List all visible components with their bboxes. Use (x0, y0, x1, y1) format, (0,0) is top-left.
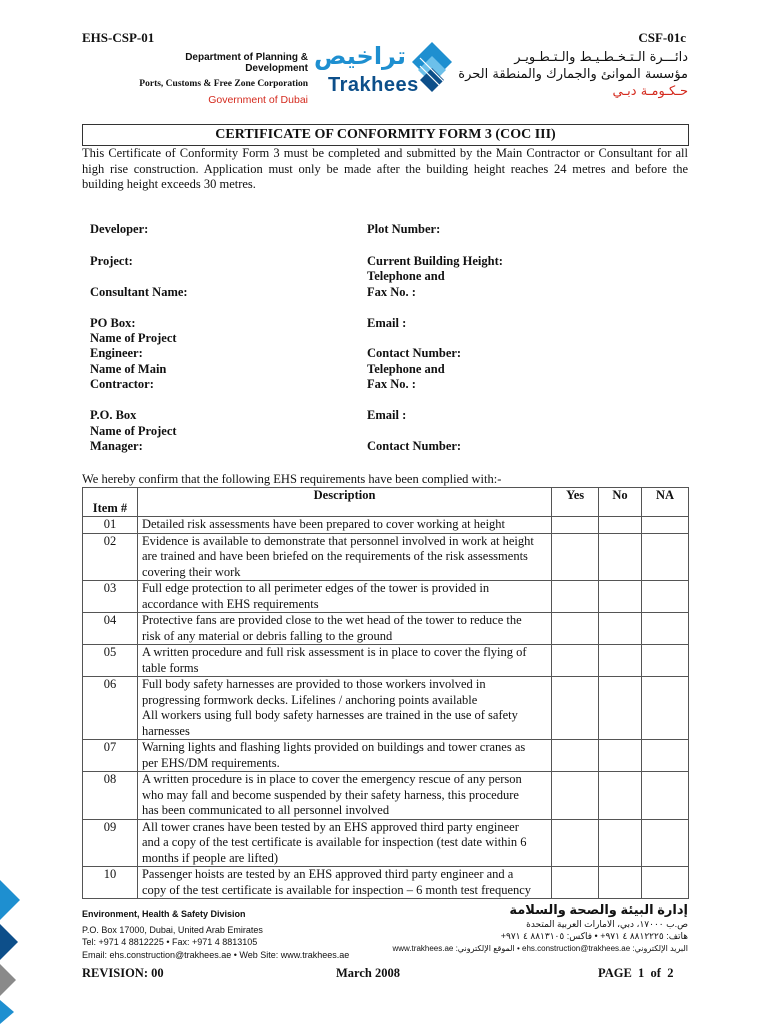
item-description (137, 740, 551, 772)
checkbox-no[interactable] (599, 533, 642, 581)
description-line: harnesses (141, 723, 190, 738)
table-row (83, 581, 689, 613)
checkbox-na[interactable] (642, 533, 689, 581)
tel-fax-label-1b: Fax No. : (367, 285, 416, 299)
table-row (83, 867, 689, 899)
table-header-row (83, 488, 689, 517)
tel-fax-label-1a: Telephone and (367, 269, 445, 283)
description-line: Protective fans are provided close to the wet head of the tower to reduce the (141, 613, 522, 627)
main-contractor-label-a: Name of Main (90, 362, 167, 376)
item-number: 06 (83, 677, 138, 740)
checkbox-no[interactable] (599, 517, 642, 534)
doc-code: EHS-CSP-01 (82, 30, 155, 45)
project-manager-label-a: Name of Project (90, 424, 177, 438)
checkbox-no[interactable] (599, 740, 642, 772)
checkbox-yes[interactable] (552, 613, 599, 645)
plot-number-label: Plot Number: (367, 222, 441, 236)
checkbox-yes[interactable] (552, 533, 599, 581)
footer-division: Environment, Health & Safety Division (82, 909, 246, 919)
table-row (83, 740, 689, 772)
header-item: Item # (83, 488, 138, 517)
table-row (83, 819, 689, 867)
page-number: PAGE 1 of 2 (598, 966, 674, 980)
checkbox-yes[interactable] (552, 819, 599, 867)
ar-line-3: حـكـومـة دبـي (612, 84, 688, 99)
item-description (137, 819, 551, 867)
checkbox-yes[interactable] (552, 517, 599, 534)
description-line: months if people are lifted) (141, 850, 279, 865)
trakhees-logo (313, 40, 452, 102)
description-line: per EHS/DM requirements. (141, 755, 280, 770)
description-line: who may fall and become suspended by their safety harness, this procedure (141, 787, 519, 802)
project-manager-label-b: Manager: (90, 439, 143, 453)
logo-diamond-icon (410, 40, 454, 100)
description-line: A written procedure is in place to cover the emergency rescue of any person (141, 772, 522, 786)
item-number: 07 (83, 740, 138, 772)
checkbox-na[interactable] (642, 645, 689, 677)
checkbox-na[interactable] (642, 772, 689, 820)
item-number: 09 (83, 819, 138, 867)
email-label-1: Email : (367, 316, 407, 330)
consultant-label: Consultant Name: (90, 285, 188, 299)
project-label: Project: (90, 254, 133, 268)
confirmation-text: We hereby confirm that the following EHS requirements have been complied with:- (82, 472, 502, 486)
ar-line-1: دائـــرة الـتـخـطـيـط والـتـطـويـر (514, 50, 688, 65)
item-description (137, 533, 551, 581)
item-description (137, 517, 551, 534)
revision-date: March 2008 (336, 966, 400, 980)
checkbox-yes[interactable] (552, 581, 599, 613)
table-row (83, 772, 689, 820)
arabic-department-block (452, 50, 688, 99)
table-row (83, 533, 689, 581)
description-line: Full body safety harnesses are provided to those workers involved in (141, 677, 486, 691)
item-number: 10 (83, 867, 138, 899)
checkbox-yes[interactable] (552, 772, 599, 820)
checkbox-na[interactable] (642, 613, 689, 645)
tel-fax-label-2a: Telephone and (367, 362, 445, 376)
footer-ar-phone: هاتف: ٨٨١٢٢٢٥ ٤ ٩٧١+ • فاكس: ٨٨١٣١٠٥ ٤ ٩٧١+ (500, 931, 688, 941)
side-chevrons-icon (0, 878, 26, 1024)
item-number: 05 (83, 645, 138, 677)
checkbox-yes[interactable] (552, 867, 599, 899)
checkbox-na[interactable] (642, 517, 689, 534)
item-description (137, 867, 551, 899)
checkbox-yes[interactable] (552, 740, 599, 772)
checkbox-na[interactable] (642, 867, 689, 899)
department-block (120, 52, 308, 106)
current-height-label: Current Building Height: (367, 254, 503, 268)
contact-number-label-2: Contact Number: (367, 439, 462, 453)
item-description (137, 645, 551, 677)
form-title: CERTIFICATE OF CONFORMITY FORM 3 (COC III) (82, 124, 689, 146)
checkbox-na[interactable] (642, 819, 689, 867)
contact-number-label-1: Contact Number: (367, 346, 462, 360)
item-description (137, 772, 551, 820)
footer-ar-address: ص.ب ١٧٠٠٠، دبي، الامارات العربية المتحدة (526, 918, 688, 929)
description-line: Passenger hoists are tested by an EHS approved third party engineer and a (141, 867, 514, 881)
header-na: NA (642, 488, 689, 517)
logo-arabic: تراخيص (313, 42, 406, 70)
description-line: are trained and have been briefed on the requirements of the risk assessments (141, 549, 528, 563)
table-row (83, 645, 689, 677)
description-line: Evidence is available to demonstrate that personnel involved in work at height (141, 533, 534, 548)
po-box-label-2: P.O. Box (90, 408, 137, 422)
description-line: table forms (141, 660, 199, 675)
item-number: 03 (83, 581, 138, 613)
item-number: 01 (83, 517, 138, 534)
po-box-label-1: PO Box: (90, 316, 136, 330)
main-contractor-label-b: Contractor: (90, 377, 154, 391)
tel-fax-label-2b: Fax No. : (367, 377, 416, 391)
footer-ar-division: إدارة البيئة والصحة والسلامة (509, 902, 688, 917)
description-line: All tower cranes have been tested by an EHS approved third party engineer (141, 819, 519, 834)
item-number: 04 (83, 613, 138, 645)
footer-address: P.O. Box 17000, Dubai, United Arab Emirates (82, 924, 263, 935)
logo-english: Trakhees (328, 74, 419, 96)
description-line: Full edge protection to all perimeter edges of the tower is provided in (141, 581, 490, 595)
description-line: accordance with EHS requirements (141, 596, 319, 611)
description-line: A written procedure and full risk assessment is in place to cover the flying of (141, 645, 527, 659)
item-number: 08 (83, 772, 138, 820)
checkbox-no[interactable] (599, 645, 642, 677)
footer-ar-email-web: البريد الإلكتروني: ehs.construction@trakhees.ae • الموقع الإلكتروني: www.trakhees.ae (392, 943, 688, 953)
description-line: progressing formwork decks. Lifelines / anchoring points available (141, 692, 478, 707)
item-number: 02 (83, 533, 138, 581)
description-line: Warning lights and flashing lights provided on buildings and tower cranes as (141, 740, 526, 754)
footer-phone: Tel: +971 4 8812225 • Fax: +971 4 8813105 (82, 937, 258, 947)
project-engineer-label-a: Name of Project (90, 331, 177, 345)
footer-arabic (380, 904, 688, 955)
dept-line-2: Ports, Customs & Free Zone Corporation (139, 79, 308, 89)
checkbox-no[interactable] (599, 581, 642, 613)
description-line: Detailed risk assessments have been prepared to cover working at height (141, 517, 506, 531)
checkbox-yes[interactable] (552, 677, 599, 740)
table-row (83, 517, 689, 534)
table-row (83, 613, 689, 645)
intro-text: This Certificate of Conformity Form 3 must be completed and submitted by the Main Contractor or Consultant for all high rise construction. Application must only be made after the building height reaches 24 metres and before the building height exceeds 30 metres. (82, 146, 688, 191)
checkbox-no[interactable] (599, 613, 642, 645)
dept-line-3: Government of Dubai (208, 94, 308, 106)
checkbox-na[interactable] (642, 581, 689, 613)
footer-email-web: Email: ehs.construction@trakhees.ae • Web Site: www.trakhees.ae (82, 949, 350, 960)
description-line: has been communicated to all personnel involved (141, 803, 390, 817)
ar-line-2: مؤسسة الموانئ والجمارك والمنطقة الحرة (458, 67, 688, 82)
description-line: covering their work (141, 564, 241, 579)
header-no: No (599, 488, 642, 517)
ehs-checklist-table (82, 487, 689, 899)
description-line: risk of any material or debris falling to the ground (141, 628, 393, 643)
checkbox-yes[interactable] (552, 645, 599, 677)
dept-line-1: Department of Planning & Development (185, 52, 308, 74)
description-line: copy of the test certificate is available for inspection – 6 month test frequency (141, 882, 532, 897)
header-description: Description (137, 488, 551, 517)
email-label-2: Email : (367, 408, 407, 422)
checkbox-no[interactable] (599, 772, 642, 820)
checkbox-no[interactable] (599, 819, 642, 867)
checkbox-na[interactable] (642, 740, 689, 772)
checkbox-na[interactable] (642, 677, 689, 740)
header-yes: Yes (552, 488, 599, 517)
description-line: and a copy of the test certificate is available for inspection (test date within 6 (141, 835, 527, 849)
revision: REVISION: 00 (82, 966, 164, 980)
item-description (137, 613, 551, 645)
developer-label: Developer: (90, 222, 149, 236)
form-code: CSF-01c (638, 30, 686, 45)
checkbox-no[interactable] (599, 677, 642, 740)
table-row (83, 677, 689, 740)
checkbox-no[interactable] (599, 867, 642, 899)
footer-english (82, 908, 349, 961)
item-description (137, 581, 551, 613)
project-engineer-label-b: Engineer: (90, 346, 143, 360)
description-line: All workers using full body safety harnesses are trained in the use of safety (141, 708, 518, 722)
item-description (137, 677, 551, 740)
